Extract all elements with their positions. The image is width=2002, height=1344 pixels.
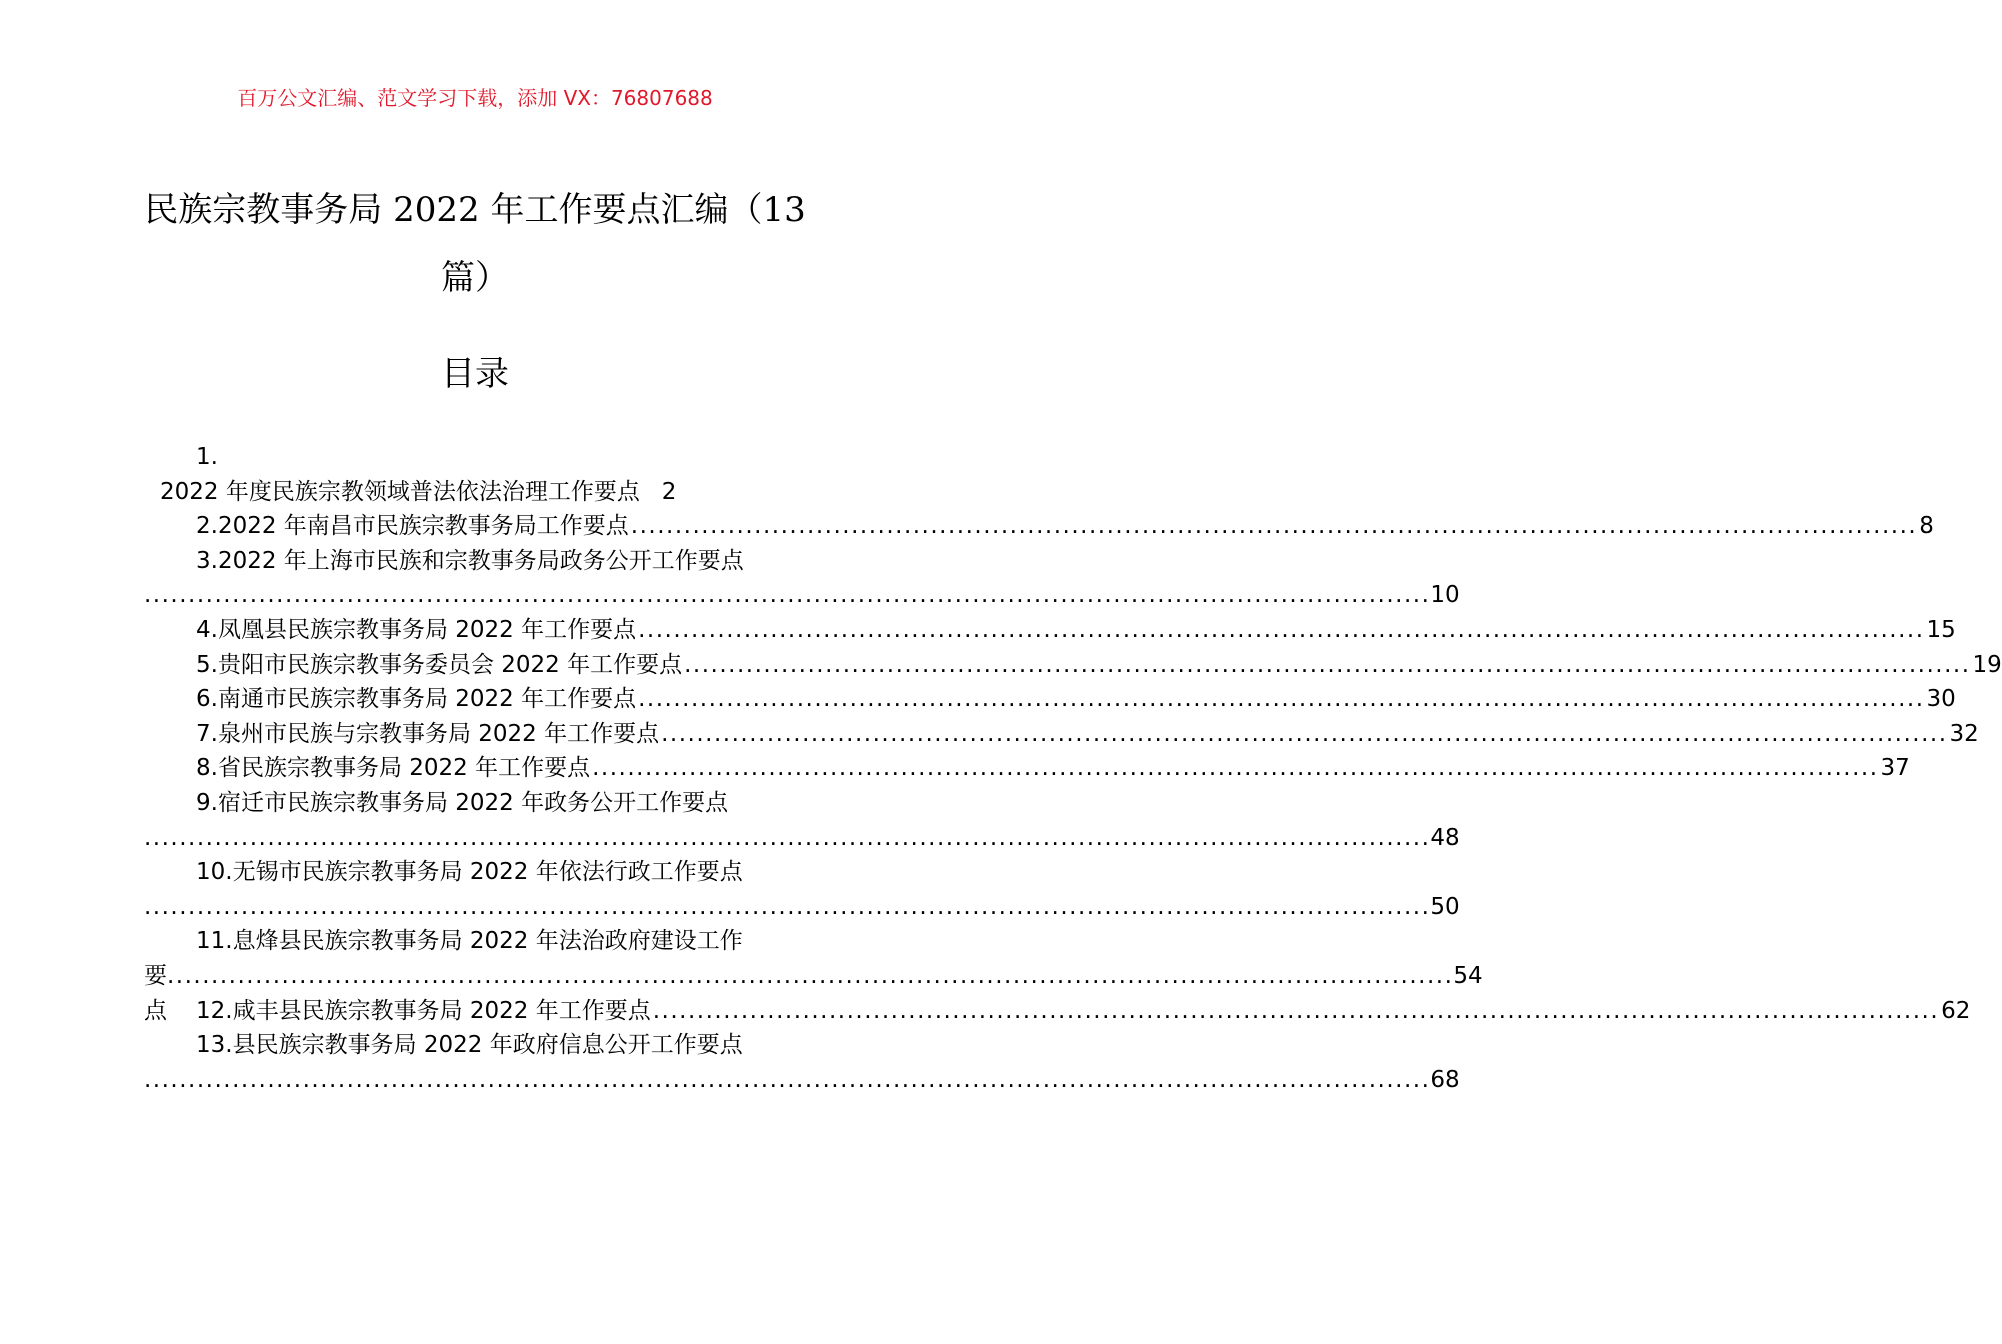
toc-entry-page: 15 xyxy=(1926,616,1956,643)
toc-entry-1-number[interactable]: 1. xyxy=(196,444,218,470)
toc-leader: .................................................................................................................................................. xyxy=(638,616,1925,643)
toc-entry-page: 48 xyxy=(1430,824,1460,851)
toc-entry-1[interactable] xyxy=(144,475,806,510)
toc-leader: .................................................................................................................................................. xyxy=(630,513,1918,540)
toc-entry-label: 13.县民族宗教事务局 2022 年政府信息公开工作要点 xyxy=(196,1032,743,1059)
toc-entry-5[interactable] xyxy=(144,648,2002,683)
toc-entry-label: 2022 年度民族宗教领域普法依法治理工作要点 xyxy=(160,478,640,505)
document-title xyxy=(0,176,950,312)
toc-leader: .................................................................................................................................................. xyxy=(592,755,1879,782)
toc-entry-label: 5.贵阳市民族宗教事务委员会 2022 年工作要点 xyxy=(196,651,683,678)
toc-entry-label: 12.咸丰县民族宗教事务局 2022 年工作要点 xyxy=(196,997,651,1024)
toc-entry-label: 4.凤凰县民族宗教事务局 2022 年工作要点 xyxy=(196,616,637,643)
toc-entry-page: 19 xyxy=(1972,651,2002,678)
toc-entry-page: 30 xyxy=(1926,686,1956,713)
toc-entry-9[interactable] xyxy=(144,786,806,821)
toc-entry-page: 10 xyxy=(1430,582,1460,609)
toc-entry-page: 54 xyxy=(1453,962,1483,989)
toc-leader: .................................................................................................................................................. xyxy=(144,582,1431,609)
toc-entry-13-leader-row[interactable] xyxy=(144,1063,1460,1098)
toc-entry-10[interactable] xyxy=(144,855,806,890)
toc-leader: .................................................................................................................................................. xyxy=(144,824,1431,851)
toc-entry-page: 62 xyxy=(1941,997,1971,1024)
toc-leader: .................................................................................................................................................. xyxy=(144,1066,1431,1093)
toc-entry-2[interactable] xyxy=(144,509,1934,544)
toc-entry-label: 9.宿迁市民族宗教事务局 2022 年政务公开工作要点 xyxy=(196,789,729,816)
table-of-contents xyxy=(144,440,2002,1097)
toc-entry-label-continued: 要点 xyxy=(144,962,167,1024)
toc-entry-9-leader-row[interactable] xyxy=(144,821,1460,856)
toc-entry-13[interactable] xyxy=(144,1028,806,1063)
toc-entry-label: 10.无锡市民族宗教事务局 2022 年依法行政工作要点 xyxy=(196,859,743,886)
toc-entry-3-leader-row[interactable] xyxy=(144,578,1460,613)
toc-entry-4[interactable] xyxy=(144,613,1956,648)
toc-entry-page: 50 xyxy=(1430,893,1460,920)
toc-entry-6[interactable] xyxy=(144,682,1956,717)
toc-entry-page: 68 xyxy=(1430,1066,1460,1093)
toc-entry-11[interactable] xyxy=(144,924,806,959)
toc-entry-label: 7.泉州市民族与宗教事务局 2022 年工作要点 xyxy=(196,720,660,747)
document-title-line-1: 民族宗教事务局 2022 年工作要点汇编（13 xyxy=(144,190,806,230)
toc-entry-page: 8 xyxy=(1919,513,1934,540)
toc-entry-8[interactable] xyxy=(144,751,1910,786)
toc-entry-page: 2 xyxy=(661,478,677,505)
toc-leader: .................................................................................................................................................. xyxy=(144,893,1431,920)
toc-heading: 目录 xyxy=(441,354,509,394)
toc-entry-10-leader-row[interactable] xyxy=(144,890,1460,925)
toc-leader: .................................................................................................................................................. xyxy=(638,686,1925,713)
toc-leader: .................................................................................................................................................. xyxy=(684,651,1971,678)
toc-entry-label: 11.息烽县民族宗教事务局 2022 年法治政府建设工作 xyxy=(196,928,743,955)
toc-leader: .................................................................................................................................................. xyxy=(652,997,1940,1024)
toc-entry-page: 37 xyxy=(1880,755,1910,782)
toc-entry-label: 6.南通市民族宗教事务局 2022 年工作要点 xyxy=(196,686,637,713)
watermark-banner: 百万公文汇编、范文学习下载，添加 VX：76807688 xyxy=(237,86,713,110)
toc-entry-page: 32 xyxy=(1949,720,1979,747)
toc-entry-label: 2.2022 年南昌市民族宗教事务局工作要点 xyxy=(196,513,629,540)
toc-entry-12[interactable] xyxy=(144,994,1971,1029)
toc-leader: .................................................................................................................................................. xyxy=(661,720,1948,747)
toc-entry-3[interactable] xyxy=(144,544,806,579)
document-title-line-2: 篇） xyxy=(441,258,509,298)
toc-entry-label: 8.省民族宗教事务局 2022 年工作要点 xyxy=(196,755,591,782)
toc-entry-label: 3.2022 年上海市民族和宗教事务局政务公开工作要点 xyxy=(196,547,744,574)
toc-entry-7[interactable] xyxy=(144,717,1979,752)
toc-leader: .................................................................................................................................................. xyxy=(167,962,1454,989)
